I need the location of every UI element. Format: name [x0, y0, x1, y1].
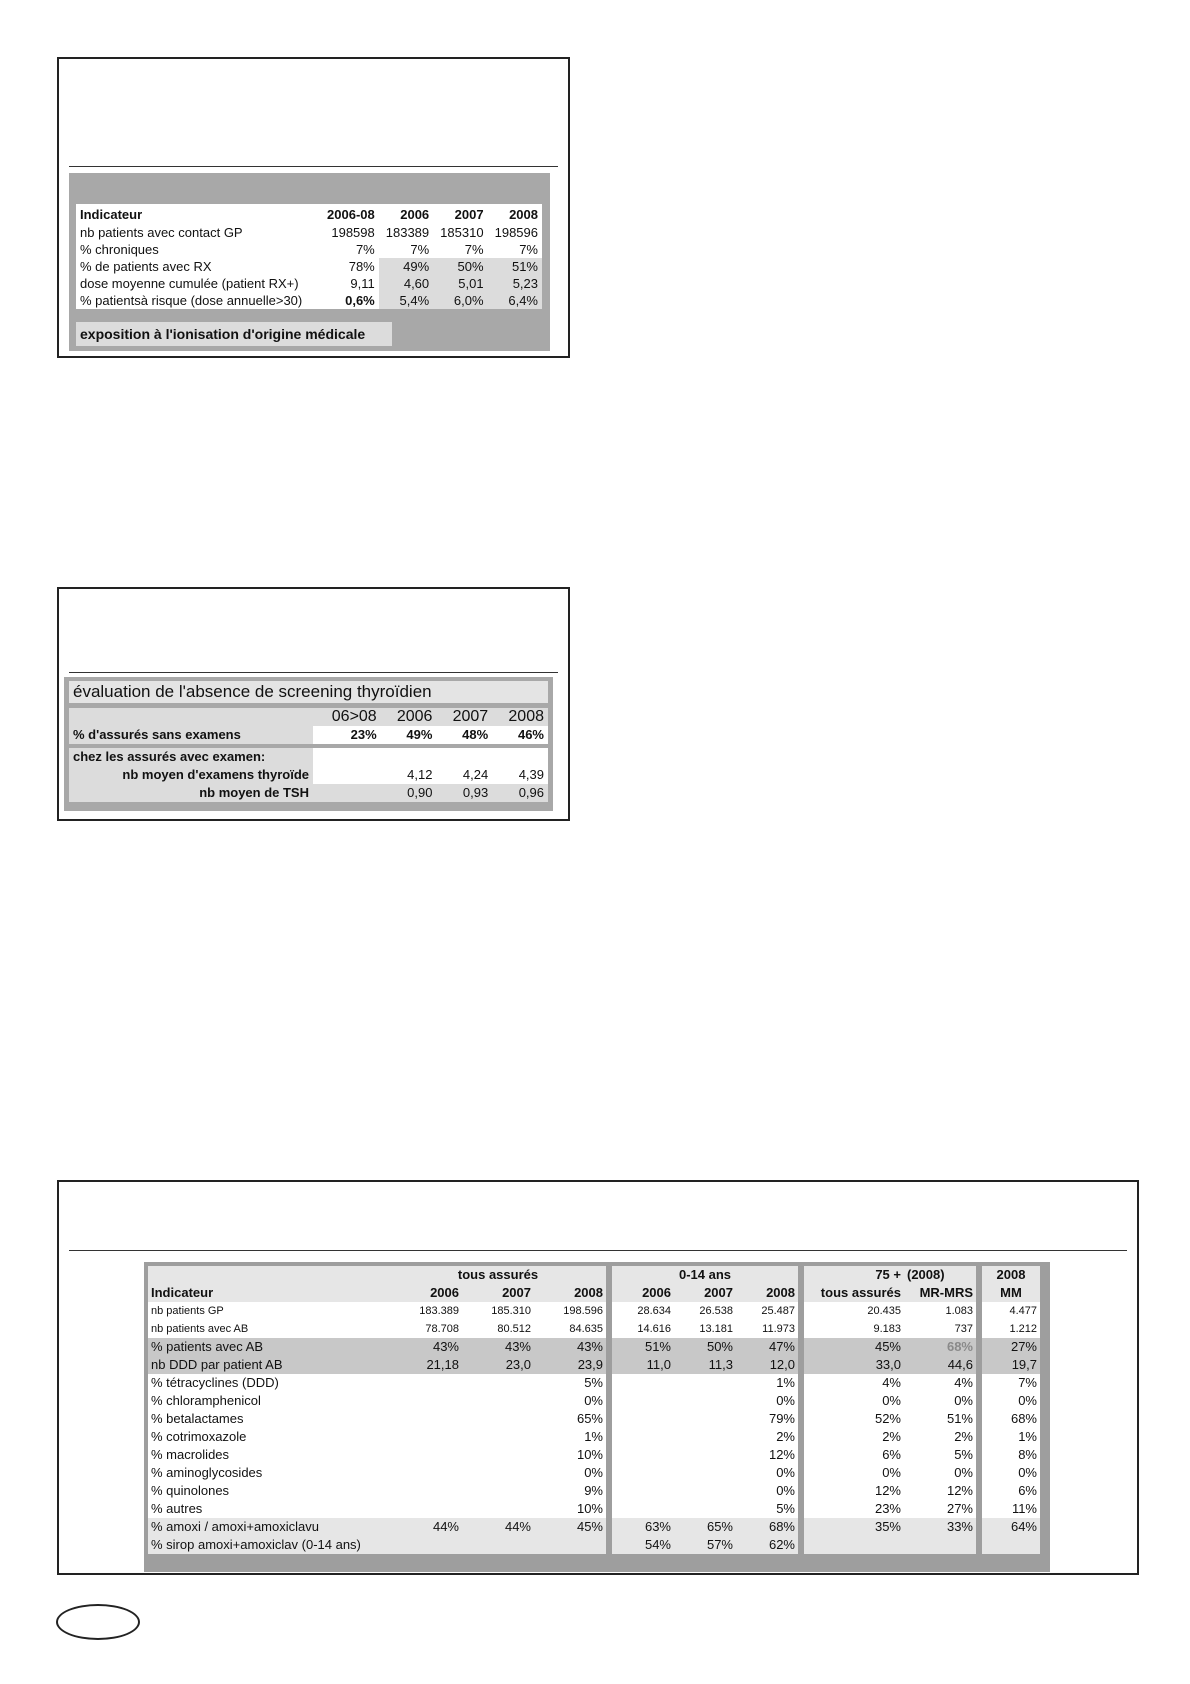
cell: [612, 1410, 674, 1428]
cell: 19,7: [982, 1356, 1040, 1374]
cell: 0%: [736, 1482, 798, 1500]
cell: 50%: [433, 258, 487, 275]
cell: 1.212: [982, 1320, 1040, 1338]
header-cell: [148, 1266, 390, 1284]
table-header-row: [148, 1284, 1040, 1302]
cell: [674, 1500, 736, 1518]
row-label: nb moyen de TSH: [69, 784, 313, 802]
cell: 68%: [904, 1338, 976, 1356]
header-cell: [69, 708, 313, 726]
cell: 50%: [674, 1338, 736, 1356]
row-label: % de patients avec RX: [76, 258, 320, 275]
antibiotiques-table: [148, 1266, 1040, 1554]
cell: 78.708: [390, 1320, 462, 1338]
cell: 64%: [982, 1518, 1040, 1536]
group-header: tous assurés: [457, 1267, 539, 1282]
cell: [390, 1536, 462, 1554]
header-cell: 2006: [396, 708, 433, 725]
cell: [534, 1536, 606, 1554]
cell: [612, 1428, 674, 1446]
row-label: % autres: [148, 1500, 390, 1518]
cell: 9,11: [320, 275, 379, 292]
table-caption: exposition à l'ionisation d'origine médicale: [76, 322, 392, 346]
cell: 0,6%: [320, 292, 379, 309]
cell: 2%: [804, 1428, 904, 1446]
cell: [674, 1374, 736, 1392]
cell: 9%: [534, 1482, 606, 1500]
cell: [982, 1536, 1040, 1554]
header-cell: tous assurés: [820, 1285, 901, 1300]
cell: 49%: [379, 258, 433, 275]
table-row: [148, 1500, 1040, 1518]
cell: 0%: [804, 1392, 904, 1410]
cell: 4,12: [381, 766, 437, 784]
row-label: nb DDD par patient AB: [148, 1356, 390, 1374]
table-row: [148, 1446, 1040, 1464]
header-cell: MM: [1000, 1285, 1022, 1300]
cell: 0%: [982, 1464, 1040, 1482]
cell: [390, 1392, 462, 1410]
cell: [313, 766, 381, 784]
cell: 51%: [612, 1338, 674, 1356]
cell: 23,0: [462, 1356, 534, 1374]
header-cell: Indicateur: [151, 1285, 214, 1300]
table-row: [148, 1320, 1040, 1338]
cell: 33,0: [804, 1356, 904, 1374]
cell: 21,18: [390, 1356, 462, 1374]
cell: 5%: [534, 1374, 606, 1392]
cell: [674, 1410, 736, 1428]
header-cell: 2007: [452, 708, 489, 725]
cell: 12%: [804, 1482, 904, 1500]
header-cell: 2006: [642, 1285, 671, 1300]
cell: [462, 1446, 534, 1464]
cell: 65%: [674, 1518, 736, 1536]
header-cell: 2008: [509, 206, 538, 222]
header-cell: 2006-08: [327, 206, 375, 222]
cell: 1.083: [904, 1302, 976, 1320]
cell: 27%: [982, 1338, 1040, 1356]
table-row: [148, 1428, 1040, 1446]
header-cell: Indicateur: [80, 206, 143, 222]
cell: [612, 1446, 674, 1464]
cell: [462, 1428, 534, 1446]
cell: 44,6: [904, 1356, 976, 1374]
cell: 198.596: [534, 1302, 606, 1320]
cell: [390, 1500, 462, 1518]
table-title: évaluation de l'absence de screening thyroïdien: [69, 681, 548, 703]
cell: 7%: [982, 1374, 1040, 1392]
cell: 47%: [736, 1338, 798, 1356]
cell: [674, 1446, 736, 1464]
cell: 6%: [982, 1482, 1040, 1500]
cell: [612, 1374, 674, 1392]
cell: 45%: [534, 1518, 606, 1536]
cell: 68%: [736, 1518, 798, 1536]
subheading: chez les assurés avec examen:: [69, 748, 313, 766]
cell: 4%: [904, 1374, 976, 1392]
table-row: [76, 258, 542, 275]
cell: [313, 748, 548, 766]
cell: 28.634: [612, 1302, 674, 1320]
cell: 0%: [804, 1464, 904, 1482]
cell: 6%: [804, 1446, 904, 1464]
page-number-oval: [56, 1604, 140, 1640]
group-header: (2008): [907, 1267, 945, 1282]
table-row: [148, 1338, 1040, 1356]
cell: 48%: [436, 726, 492, 744]
cell: 23,9: [534, 1356, 606, 1374]
table-row: [148, 1392, 1040, 1410]
row-label: % tétracyclines (DDD): [148, 1374, 390, 1392]
cell: [674, 1428, 736, 1446]
row-label: % aminoglycosides: [148, 1464, 390, 1482]
cell: 43%: [534, 1338, 606, 1356]
cell: 57%: [674, 1536, 736, 1554]
cell: [462, 1500, 534, 1518]
row-label: nb patients avec AB: [148, 1320, 390, 1338]
cell: 52%: [804, 1410, 904, 1428]
table-row: [148, 1356, 1040, 1374]
cell: 23%: [804, 1500, 904, 1518]
row-label: % patients avec AB: [148, 1338, 390, 1356]
cell: 7%: [410, 242, 430, 257]
table-header-row: [76, 204, 542, 224]
cell: 5,01: [433, 275, 487, 292]
cell: 43%: [462, 1338, 534, 1356]
cell: 1%: [982, 1428, 1040, 1446]
table-row: [148, 1536, 1040, 1554]
group-header: 2008: [996, 1267, 1026, 1282]
cell: 10%: [534, 1446, 606, 1464]
cell: [904, 1536, 976, 1554]
cell: 9.183: [804, 1320, 904, 1338]
cell: 11%: [982, 1500, 1040, 1518]
cell: 185.310: [462, 1302, 534, 1320]
cell: [804, 1536, 904, 1554]
row-label: nb patients GP: [148, 1302, 390, 1320]
cell: 54%: [612, 1536, 674, 1554]
cell: [390, 1410, 462, 1428]
row-label: % d'assurés sans examens: [69, 726, 313, 744]
cell: 0%: [534, 1392, 606, 1410]
table-row: [76, 241, 542, 258]
cell: 4%: [804, 1374, 904, 1392]
header-cell: 2008: [574, 1285, 603, 1300]
table-row: [148, 1410, 1040, 1428]
row-label: % amoxi / amoxi+amoxiclavu: [148, 1518, 390, 1536]
cell: 0%: [982, 1392, 1040, 1410]
group-header-row: [148, 1266, 1040, 1284]
cell: 35%: [804, 1518, 904, 1536]
cell: [674, 1464, 736, 1482]
table-body: [148, 1302, 1040, 1554]
table-row: [148, 1374, 1040, 1392]
row-label: % chloramphenicol: [148, 1392, 390, 1410]
cell: 65%: [534, 1410, 606, 1428]
table-row: [69, 726, 548, 744]
cell: 5%: [736, 1500, 798, 1518]
cell: 1%: [534, 1428, 606, 1446]
cell: [390, 1482, 462, 1500]
cell: 0,96: [492, 784, 548, 802]
cell: 14.616: [612, 1320, 674, 1338]
cell: 11.973: [736, 1320, 798, 1338]
cell: 63%: [612, 1518, 674, 1536]
cell: 13.181: [674, 1320, 736, 1338]
cell: [462, 1392, 534, 1410]
divider: [69, 672, 558, 673]
cell: 79%: [736, 1410, 798, 1428]
cell: 5,4%: [379, 292, 433, 309]
thyroide-table: [69, 708, 548, 802]
cell: 7%: [464, 242, 484, 257]
row-label: % betalactames: [148, 1410, 390, 1428]
table-row: [69, 748, 548, 766]
cell: [462, 1464, 534, 1482]
cell: 4,39: [492, 766, 548, 784]
table-row: [69, 784, 548, 802]
cell: 737: [904, 1320, 976, 1338]
row-label: % quinolones: [148, 1482, 390, 1500]
cell: [612, 1464, 674, 1482]
cell: 2%: [904, 1428, 976, 1446]
cell: 185310: [440, 225, 484, 240]
cell: 62%: [736, 1536, 798, 1554]
cell: 44%: [390, 1518, 462, 1536]
cell: 51%: [904, 1410, 976, 1428]
cell: [612, 1500, 674, 1518]
table-header-row: [69, 708, 548, 726]
row-label: % cotrimoxazole: [148, 1428, 390, 1446]
cell: 12%: [736, 1446, 798, 1464]
group-header: 75 +: [875, 1267, 901, 1282]
cell: [674, 1392, 736, 1410]
table-ionisation: [69, 173, 550, 351]
row-label: % sirop amoxi+amoxiclav (0-14 ans): [148, 1536, 390, 1554]
row-label: nb moyen d'examens thyroïde: [69, 766, 313, 784]
cell: 68%: [982, 1410, 1040, 1428]
cell: 27%: [904, 1500, 976, 1518]
row-label: nb patients avec contact GP: [80, 225, 243, 240]
cell: 12,0: [736, 1356, 798, 1374]
cell: [390, 1446, 462, 1464]
cell: 0,90: [381, 784, 437, 802]
cell: 4,60: [379, 275, 433, 292]
header-cell: MR-MRS: [919, 1285, 973, 1300]
cell: 5%: [904, 1446, 976, 1464]
group-header: 0-14 ans: [678, 1267, 732, 1282]
table-row: [76, 224, 542, 241]
cell: 80.512: [462, 1320, 534, 1338]
cell: 0,93: [436, 784, 492, 802]
row-label: % macrolides: [148, 1446, 390, 1464]
header-cell: 2007: [502, 1285, 531, 1300]
table-row: [148, 1464, 1040, 1482]
ionisation-table: [76, 204, 542, 309]
cell: 2%: [736, 1428, 798, 1446]
cell: 33%: [904, 1518, 976, 1536]
cell: 1%: [736, 1374, 798, 1392]
cell: [462, 1536, 534, 1554]
header-cell: 2007: [704, 1285, 733, 1300]
header-cell: 06>08: [331, 708, 377, 725]
divider: [69, 166, 558, 167]
table-antibiotiques: [144, 1262, 1050, 1572]
table-row: [148, 1482, 1040, 1500]
cell: [612, 1482, 674, 1500]
cell: 0%: [534, 1464, 606, 1482]
divider: [69, 1250, 1127, 1251]
cell: 6,0%: [433, 292, 487, 309]
cell: 11,3: [674, 1356, 736, 1374]
cell: 10%: [534, 1500, 606, 1518]
cell: 0%: [736, 1464, 798, 1482]
row-label: dose moyenne cumulée (patient RX+): [76, 275, 320, 292]
header-cell: 2006: [430, 1285, 459, 1300]
cell: 25.487: [736, 1302, 798, 1320]
table-row: [76, 292, 542, 309]
cell: 84.635: [534, 1320, 606, 1338]
cell: 46%: [492, 726, 548, 744]
row-label: % chroniques: [80, 242, 159, 257]
cell: 183389: [385, 225, 430, 240]
cell: [462, 1410, 534, 1428]
cell: 78%: [320, 258, 379, 275]
cell: 51%: [488, 258, 542, 275]
cell: [462, 1482, 534, 1500]
cell: 0%: [904, 1392, 976, 1410]
table-row: [76, 275, 542, 292]
cell: 4.477: [982, 1302, 1040, 1320]
cell: [390, 1374, 462, 1392]
cell: 5,23: [488, 275, 542, 292]
cell: 11,0: [612, 1356, 674, 1374]
cell: 26.538: [674, 1302, 736, 1320]
cell: [674, 1482, 736, 1500]
cell: 183.389: [390, 1302, 462, 1320]
row-label: % patientsà risque (dose annuelle>30): [76, 292, 320, 309]
header-cell: 2008: [766, 1285, 795, 1300]
cell: 43%: [390, 1338, 462, 1356]
cell: 44%: [462, 1518, 534, 1536]
cell: [462, 1374, 534, 1392]
table-row: [148, 1302, 1040, 1320]
cell: [313, 784, 381, 802]
header-cell: 2007: [454, 206, 484, 222]
table-row: [69, 766, 548, 784]
cell: 23%: [313, 726, 381, 744]
cell: 49%: [381, 726, 437, 744]
table-thyroide: [64, 677, 553, 811]
cell: 4,24: [436, 766, 492, 784]
cell: 0%: [904, 1464, 976, 1482]
cell: [390, 1428, 462, 1446]
cell: 20.435: [804, 1302, 904, 1320]
cell: 12%: [904, 1482, 976, 1500]
cell: 198598: [331, 225, 375, 240]
cell: [612, 1392, 674, 1410]
header-cell: 2006: [400, 206, 430, 222]
cell: 0%: [736, 1392, 798, 1410]
cell: 45%: [804, 1338, 904, 1356]
cell: 8%: [982, 1446, 1040, 1464]
cell: 6,4%: [488, 292, 542, 309]
cell: 7%: [519, 242, 538, 257]
table-row: [148, 1518, 1040, 1536]
cell: 198596: [494, 225, 538, 240]
cell: 7%: [355, 242, 375, 257]
header-cell: 2008: [508, 708, 544, 725]
cell: [390, 1464, 462, 1482]
